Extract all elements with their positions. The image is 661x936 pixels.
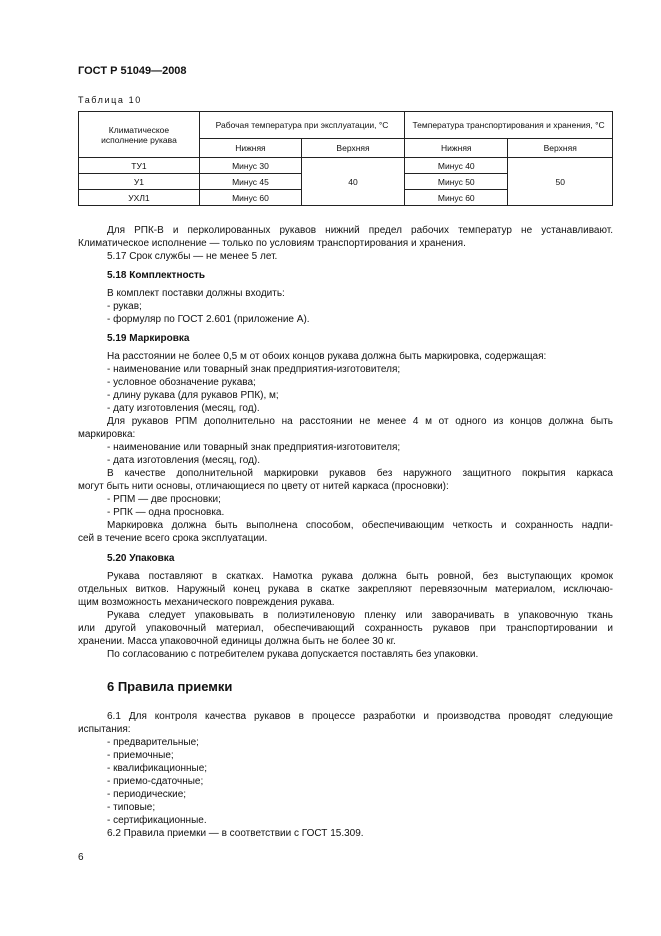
header-climate: Климатическое исполнение рукава (79, 112, 200, 158)
cell-transport-low: Минус 60 (405, 190, 508, 206)
list-item: - наименование или товарный знак предприятия-изготовителя; (107, 364, 401, 375)
cell-work-low: Минус 45 (199, 174, 301, 190)
text-line: сей в течение всего срока эксплуатации. (78, 533, 268, 544)
text-line: 5.17 Срок службы — не менее 5 лет. (107, 251, 278, 262)
text-line: В комплект поставки должны входить: (107, 288, 285, 299)
list-item: - квалификационные; (107, 763, 208, 774)
cell-transport-low: Минус 50 (405, 174, 508, 190)
document-header: ГОСТ Р 51049—2008 (78, 65, 187, 77)
text-line: Климатическое исполнение — только по условиям транспортирования и хранения. (78, 238, 466, 249)
list-item: - дату изготовления (месяц, год). (107, 403, 260, 414)
list-item: - условное обозначение рукава; (107, 377, 256, 388)
cell-work-low: Минус 60 (199, 190, 301, 206)
subsection-heading: 5.18 Комплектность (107, 270, 206, 281)
list-item: - длину рукава (для рукавов РПК), м; (107, 390, 279, 401)
text-line: 6.2 Правила приемки — в соответствии с ГОСТ 15.309. (107, 828, 364, 839)
table-row (79, 158, 613, 174)
cell-transport-low: Минус 40 (405, 158, 508, 174)
list-item: - РПК — одна просновка. (107, 507, 225, 518)
header-work-high: Верхняя (301, 139, 404, 158)
list-item: - предварительные; (107, 737, 199, 748)
text-line: маркировка: (78, 429, 136, 440)
list-item: - рукав; (107, 301, 142, 312)
text-line: или другой упаковочный материал, обеспечивающий сохранность рукавов при транспортировании и (78, 623, 613, 634)
text-line: Для РПК-В и перколированных рукавов нижний предел рабочих температур не устанавливают. (107, 225, 613, 236)
subsection-heading: 5.20 Упаковка (107, 553, 175, 564)
cell-work-high: 40 (301, 158, 404, 206)
text-line: Для рукавов РПМ дополнительно на расстоянии не менее 4 м от одного из концов должна быть (107, 416, 613, 427)
text-line: щим возможность механического повреждения рукава. (78, 597, 335, 608)
text-line: могут быть нити основы, отличающиеся по цвету от нитей каркаса (просновки): (78, 481, 449, 492)
list-item: - сертификационные. (107, 815, 207, 826)
section-heading: 6 Правила приемки (107, 679, 233, 694)
cell-climate: У1 (79, 174, 200, 190)
subsection-heading: 5.19 Маркировка (107, 333, 190, 344)
header-transport-temp: Температура транспортирования и хранения, °С (405, 112, 613, 139)
header-work-temp: Рабочая температура при эксплуатации, °С (199, 112, 404, 139)
text-line: Рукава поставляют в скатках. Намотка рукава должна быть ровной, без выступающих кромок (107, 571, 613, 582)
text-line: хранении. Масса упаковочной единицы должна быть не более 30 кг. (78, 636, 396, 647)
list-item: - наименование или товарный знак предприятия-изготовителя; (107, 442, 401, 453)
list-item: - формуляр по ГОСТ 2.601 (приложение А). (107, 314, 310, 325)
cell-climate: ТУ1 (79, 158, 200, 174)
text-line: Рукава следует упаковывать в полиэтиленовую пленку или заворачивать в упаковочную ткань (107, 610, 613, 621)
list-item: - приемочные; (107, 750, 174, 761)
text-line: испытания: (78, 724, 131, 735)
text-line: отдельных витков. Наружный конец рукава в скатке закрепляют перевязочным материалом, исключаю- (78, 584, 613, 595)
list-item: - приемо-сдаточные; (107, 776, 204, 787)
cell-climate: УХЛ1 (79, 190, 200, 206)
list-item: - РПМ — две просновки; (107, 494, 221, 505)
cell-work-low: Минус 30 (199, 158, 301, 174)
text-line: В качестве дополнительной маркировки рукавов без наружного защитного покрытия каркаса (107, 468, 613, 479)
text-line: Маркировка должна быть выполнена способом, обеспечивающим четкость и сохранность надпи- (107, 520, 613, 531)
header-transport-low: Нижняя (405, 139, 508, 158)
list-item: - типовые; (107, 802, 156, 813)
page-number: 6 (78, 852, 84, 863)
text-line: 6.1 Для контроля качества рукавов в процессе разработки и производства проводят следующие (107, 711, 613, 722)
list-item: - дата изготовления (месяц, год). (107, 455, 261, 466)
temperature-table (78, 111, 613, 206)
text-line: На расстоянии не более 0,5 м от обоих концов рукава должна быть маркировка, содержащая: (107, 351, 547, 362)
header-work-low: Нижняя (199, 139, 301, 158)
header-transport-high: Верхняя (508, 139, 613, 158)
text-line: По согласованию с потребителем рукава допускается поставлять без упаковки. (107, 649, 479, 660)
list-item: - периодические; (107, 789, 187, 800)
table-caption: Таблица 10 (78, 95, 142, 105)
cell-transport-high: 50 (508, 158, 613, 206)
